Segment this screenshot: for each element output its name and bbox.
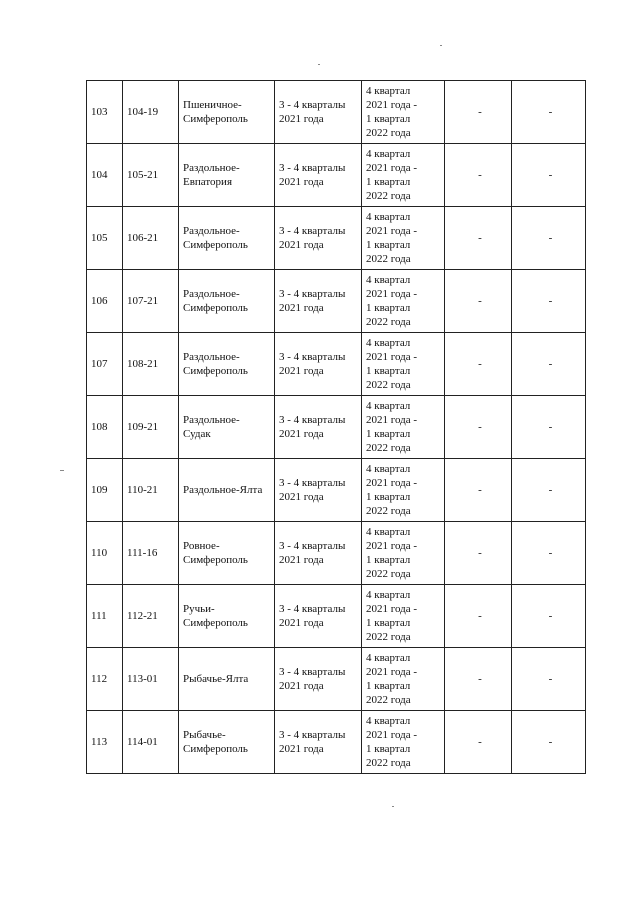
dash-cell: - <box>512 270 586 333</box>
dash-cell: - <box>512 585 586 648</box>
route-code-cell: 112-21 <box>123 585 179 648</box>
route-name-cell: Рыбачье- Симферополь <box>179 711 275 774</box>
route-code-cell: 108-21 <box>123 333 179 396</box>
table-row <box>87 81 586 144</box>
row-number-cell: 106 <box>87 270 123 333</box>
dash-cell: - <box>512 207 586 270</box>
route-name-cell: Пшеничное- Симферополь <box>179 81 275 144</box>
deadline-cell: 4 квартал 2021 года - 1 квартал 2022 года <box>362 648 445 711</box>
route-code-cell: 110-21 <box>123 459 179 522</box>
row-number-cell: 108 <box>87 396 123 459</box>
route-name-cell: Раздольное- Евпатория <box>179 144 275 207</box>
table-row <box>87 270 586 333</box>
route-name-cell: Ручьи- Симферополь <box>179 585 275 648</box>
route-code-cell: 114-01 <box>123 711 179 774</box>
scan-speck <box>318 64 320 65</box>
row-number-cell: 107 <box>87 333 123 396</box>
scan-speck <box>392 806 394 807</box>
dash-cell: - <box>445 396 512 459</box>
row-number-cell: 105 <box>87 207 123 270</box>
table-row <box>87 711 586 774</box>
dash-cell: - <box>512 396 586 459</box>
route-name-cell: Ровное- Симферополь <box>179 522 275 585</box>
dash-cell: - <box>445 585 512 648</box>
route-name-cell: Рыбачье-Ялта <box>179 648 275 711</box>
period-cell: 3 - 4 кварталы 2021 года <box>275 711 362 774</box>
period-cell: 3 - 4 кварталы 2021 года <box>275 648 362 711</box>
deadline-cell: 4 квартал 2021 года - 1 квартал 2022 года <box>362 270 445 333</box>
dash-cell: - <box>445 648 512 711</box>
table-row <box>87 585 586 648</box>
period-cell: 3 - 4 кварталы 2021 года <box>275 270 362 333</box>
routes-table <box>86 80 586 774</box>
dash-cell: - <box>512 81 586 144</box>
row-number-cell: 113 <box>87 711 123 774</box>
period-cell: 3 - 4 кварталы 2021 года <box>275 81 362 144</box>
route-code-cell: 113-01 <box>123 648 179 711</box>
table-row <box>87 459 586 522</box>
route-code-cell: 111-16 <box>123 522 179 585</box>
period-cell: 3 - 4 кварталы 2021 года <box>275 585 362 648</box>
table-row <box>87 396 586 459</box>
period-cell: 3 - 4 кварталы 2021 года <box>275 522 362 585</box>
table-row <box>87 333 586 396</box>
deadline-cell: 4 квартал 2021 года - 1 квартал 2022 года <box>362 81 445 144</box>
period-cell: 3 - 4 кварталы 2021 года <box>275 333 362 396</box>
row-number-cell: 103 <box>87 81 123 144</box>
dash-cell: - <box>445 711 512 774</box>
route-code-cell: 104-19 <box>123 81 179 144</box>
dash-cell: - <box>512 522 586 585</box>
route-code-cell: 106-21 <box>123 207 179 270</box>
dash-cell: - <box>445 81 512 144</box>
dash-cell: - <box>445 459 512 522</box>
period-cell: 3 - 4 кварталы 2021 года <box>275 459 362 522</box>
dash-cell: - <box>445 522 512 585</box>
route-name-cell: Раздольное- Симферополь <box>179 207 275 270</box>
route-code-cell: 105-21 <box>123 144 179 207</box>
row-number-cell: 112 <box>87 648 123 711</box>
row-number-cell: 109 <box>87 459 123 522</box>
deadline-cell: 4 квартал 2021 года - 1 квартал 2022 года <box>362 522 445 585</box>
deadline-cell: 4 квартал 2021 года - 1 квартал 2022 года <box>362 333 445 396</box>
table-row <box>87 144 586 207</box>
route-name-cell: Раздольное- Симферополь <box>179 270 275 333</box>
table-row <box>87 207 586 270</box>
table-row <box>87 648 586 711</box>
deadline-cell: 4 квартал 2021 года - 1 квартал 2022 года <box>362 396 445 459</box>
deadline-cell: 4 квартал 2021 года - 1 квартал 2022 года <box>362 585 445 648</box>
dash-cell: - <box>445 270 512 333</box>
route-name-cell: Раздольное- Симферополь <box>179 333 275 396</box>
dash-cell: - <box>512 144 586 207</box>
dash-cell: - <box>512 711 586 774</box>
deadline-cell: 4 квартал 2021 года - 1 квартал 2022 года <box>362 207 445 270</box>
dash-cell: - <box>512 459 586 522</box>
deadline-cell: 4 квартал 2021 года - 1 квартал 2022 года <box>362 459 445 522</box>
route-code-cell: 107-21 <box>123 270 179 333</box>
row-number-cell: 111 <box>87 585 123 648</box>
period-cell: 3 - 4 кварталы 2021 года <box>275 144 362 207</box>
route-name-cell: Раздольное-Ялта <box>179 459 275 522</box>
period-cell: 3 - 4 кварталы 2021 года <box>275 207 362 270</box>
route-code-cell: 109-21 <box>123 396 179 459</box>
row-number-cell: 104 <box>87 144 123 207</box>
period-cell: 3 - 4 кварталы 2021 года <box>275 396 362 459</box>
dash-cell: - <box>512 333 586 396</box>
scan-speck <box>60 470 64 471</box>
deadline-cell: 4 квартал 2021 года - 1 квартал 2022 года <box>362 144 445 207</box>
dash-cell: - <box>445 207 512 270</box>
table-row <box>87 522 586 585</box>
route-name-cell: Раздольное- Судак <box>179 396 275 459</box>
deadline-cell: 4 квартал 2021 года - 1 квартал 2022 года <box>362 711 445 774</box>
dash-cell: - <box>445 144 512 207</box>
row-number-cell: 110 <box>87 522 123 585</box>
dash-cell: - <box>445 333 512 396</box>
dash-cell: - <box>512 648 586 711</box>
table-body <box>87 81 586 774</box>
scan-speck <box>440 45 442 46</box>
